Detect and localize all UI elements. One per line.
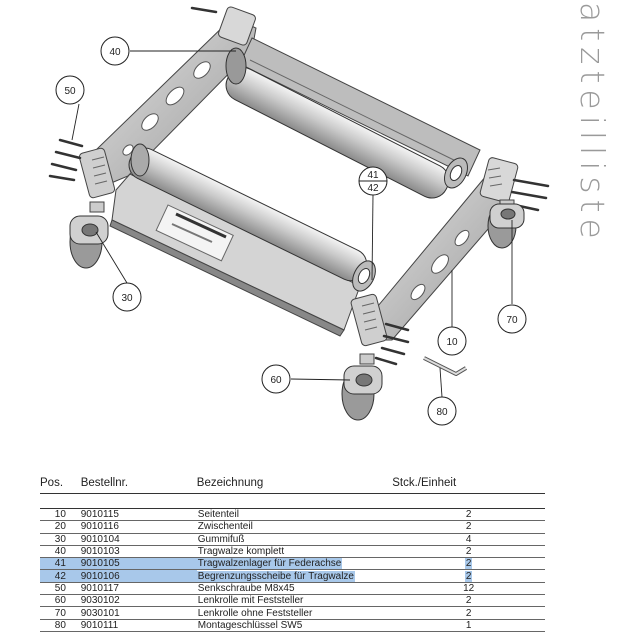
table-row xyxy=(40,521,545,533)
header-pos: Pos. xyxy=(40,476,81,494)
row-description-cell xyxy=(197,607,392,619)
row-description: Tragwalze komplett xyxy=(197,546,285,558)
row-description: Montageschlüssel SW5 xyxy=(197,619,303,631)
side-title xyxy=(574,2,614,312)
row-quantity: 2 xyxy=(465,546,472,558)
row-description-cell xyxy=(197,582,392,594)
row-quantity-cell xyxy=(392,595,545,607)
row-description: Tragwalzenlager für Federachse xyxy=(197,558,342,570)
table-header-row xyxy=(40,476,545,494)
header-quantity: Stck./Einheit xyxy=(392,476,545,494)
row-description-cell xyxy=(197,570,392,582)
row-order-number: 9030101 xyxy=(81,607,197,619)
row-quantity: 2 xyxy=(465,570,472,582)
row-pos: 70 xyxy=(40,607,81,619)
header-order-number: Bestellnr. xyxy=(81,476,197,494)
callout-30 xyxy=(113,283,141,311)
row-quantity: 2 xyxy=(465,509,472,521)
parts-list-table xyxy=(40,476,545,632)
row-pos: 40 xyxy=(40,545,81,557)
row-quantity: 12 xyxy=(463,582,475,594)
row-pos: 60 xyxy=(40,595,81,607)
row-order-number: 9010104 xyxy=(81,533,197,545)
table-row xyxy=(40,570,545,582)
row-pos: 30 xyxy=(40,533,81,545)
hex-key xyxy=(424,358,466,374)
callout-80 xyxy=(428,397,456,425)
row-quantity-cell xyxy=(392,521,545,533)
caster-left xyxy=(70,202,108,268)
callout-50-label: 50 xyxy=(64,86,76,97)
row-order-number: 9010117 xyxy=(81,582,197,594)
row-description: Gummifuß xyxy=(197,533,245,545)
header-description: Bezeichnung xyxy=(197,476,392,494)
row-description-cell xyxy=(197,521,392,533)
row-description-cell xyxy=(197,595,392,607)
row-description-cell xyxy=(197,558,392,570)
row-description: Seitenteil xyxy=(197,509,239,521)
row-description: Lenkrolle ohne Feststeller xyxy=(197,607,313,619)
row-pos: 20 xyxy=(40,521,81,533)
callout-41-label: 41 xyxy=(367,170,379,181)
table-row xyxy=(40,582,545,594)
row-quantity: 2 xyxy=(465,607,472,619)
row-description: Lenkrolle mit Feststeller xyxy=(197,595,304,607)
row-quantity-cell xyxy=(392,619,545,631)
row-order-number: 9010115 xyxy=(81,509,197,521)
row-quantity: 1 xyxy=(465,619,472,631)
row-quantity-cell xyxy=(392,570,545,582)
row-quantity: 2 xyxy=(465,521,472,533)
row-pos: 80 xyxy=(40,619,81,631)
table-row xyxy=(40,509,545,521)
row-quantity-cell xyxy=(392,558,545,570)
table-row xyxy=(40,619,545,631)
callout-10 xyxy=(438,327,466,355)
row-order-number: 9010116 xyxy=(81,521,197,533)
row-quantity-cell xyxy=(392,509,545,521)
row-pos: 10 xyxy=(40,509,81,521)
callout-40-label: 40 xyxy=(109,47,121,58)
row-order-number: 9010111 xyxy=(81,619,197,631)
row-order-number: 9010103 xyxy=(81,545,197,557)
row-description: Begrenzungsscheibe für Tragwalze xyxy=(197,570,354,582)
table-row xyxy=(40,607,545,619)
row-description-cell xyxy=(197,545,392,557)
roller-back xyxy=(221,38,480,204)
callout-70 xyxy=(498,305,526,333)
callout-50 xyxy=(56,76,84,104)
table-spacer-row xyxy=(40,494,545,509)
callout-42-label: 42 xyxy=(367,183,379,194)
callout-60-label: 60 xyxy=(270,375,282,386)
caster-right-front xyxy=(342,354,382,420)
callout-60 xyxy=(262,365,290,393)
row-order-number: 9010105 xyxy=(81,558,197,570)
row-description-cell xyxy=(197,533,392,545)
row-quantity: 2 xyxy=(465,558,472,570)
row-quantity-cell xyxy=(392,545,545,557)
row-description: Zwischenteil xyxy=(197,521,253,533)
row-quantity-cell xyxy=(392,607,545,619)
row-quantity: 2 xyxy=(465,595,472,607)
row-description-cell xyxy=(197,619,392,631)
row-description: Senkschraube M8x45 xyxy=(197,582,295,594)
callout-41-42 xyxy=(359,167,387,195)
caster-right-back xyxy=(488,200,524,248)
row-pos: 50 xyxy=(40,582,81,594)
row-description-cell xyxy=(197,509,392,521)
table-row xyxy=(40,533,545,545)
callout-10-label: 10 xyxy=(446,337,458,348)
side-title-text: atzteilliste xyxy=(573,2,612,245)
callout-70-label: 70 xyxy=(506,315,518,326)
row-order-number: 9030102 xyxy=(81,595,197,607)
row-order-number: 9010106 xyxy=(81,570,197,582)
row-pos: 41 xyxy=(40,558,81,570)
callout-80-label: 80 xyxy=(436,407,448,418)
callout-40 xyxy=(101,37,129,65)
table-row xyxy=(40,595,545,607)
table-row xyxy=(40,558,545,570)
row-quantity-cell xyxy=(392,582,545,594)
table-row xyxy=(40,545,545,557)
callout-30-label: 30 xyxy=(121,293,133,304)
row-quantity-cell xyxy=(392,533,545,545)
row-quantity: 4 xyxy=(465,533,472,545)
row-pos: 42 xyxy=(40,570,81,582)
